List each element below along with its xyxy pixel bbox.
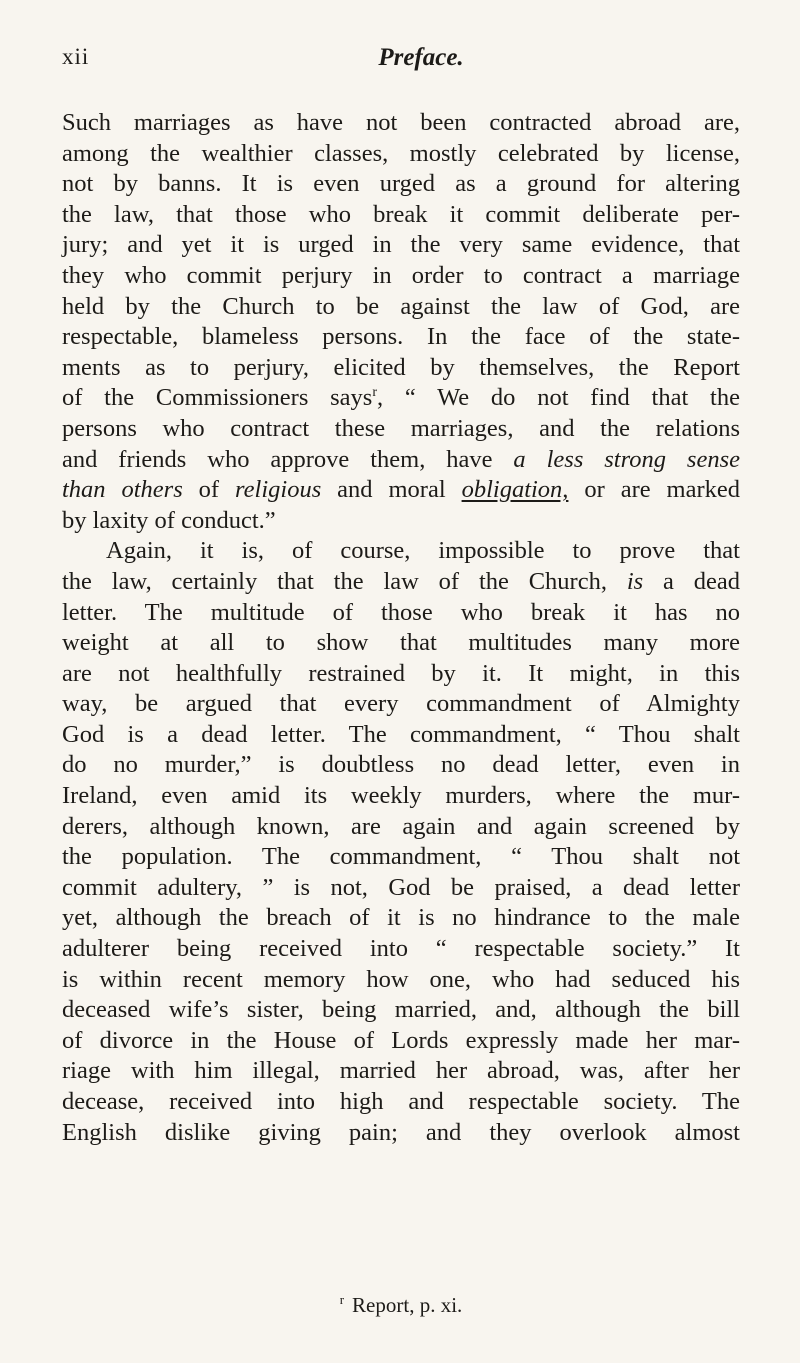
text-line: are not healthfully restrained by it. It might, in this [62, 659, 740, 687]
italic-phrase: than others [62, 476, 183, 504]
text-line-paragraph-end: by laxity of conduct.” [62, 506, 276, 534]
text-line-with-emphasis [62, 475, 740, 506]
text-line: the law, that those who break it commit deliberate per- [62, 200, 740, 228]
text-line: way, be argued that every commandment of Almighty [62, 690, 740, 718]
text-segment: , “ We do not find that the [377, 384, 740, 412]
italic-phrase: is [626, 567, 644, 595]
text-line-with-emphasis [62, 445, 740, 476]
text-line: ments as to perjury, elicited by themselves, the Report [62, 353, 740, 381]
text-segment: a dead [643, 567, 740, 595]
text-line: English dislike giving pain; and they overlook almost [62, 1118, 740, 1146]
footnote [62, 1292, 740, 1318]
text-line: weight at all to show that multitudes many more [62, 629, 740, 657]
text-segment: of [182, 476, 236, 504]
text-line: they who commit perjury in order to contract a marriage [62, 261, 740, 289]
text-line: riage with him illegal, married her abroad, was, after her [62, 1057, 740, 1085]
text-line: the population. The commandment, “ Thou shalt not [62, 843, 740, 871]
text-segment: of the Commissioners says [62, 384, 373, 412]
running-title: Preface. [378, 44, 464, 71]
text-segment: and moral [321, 476, 462, 504]
text-line: held by the Church to be against the law of God, are [62, 292, 740, 320]
text-line: Ireland, even amid its weekly murders, where the mur- [62, 782, 740, 810]
text-line: yet, although the breach of it is no hindrance to the male [62, 904, 740, 932]
text-line: Such marriages as have not been contracted abroad are, [62, 109, 740, 136]
italic-underlined-phrase: obligation, [461, 476, 569, 504]
italic-phrase: religious [235, 476, 322, 504]
text-line: do no murder,” is doubtless no dead letter, even in [62, 751, 740, 779]
page-number: xii [62, 44, 90, 69]
footnote-mark: r [339, 1292, 345, 1307]
text-line: letter. The multitude of those who break it has no [62, 598, 740, 626]
text-line-with-emphasis [62, 567, 740, 598]
text-line: not by banns. It is even urged as a ground for altering [62, 170, 740, 198]
text-line: of divorce in the House of Lords expressly made her mar- [62, 1026, 740, 1054]
text-line: commit adultery, ” is not, God be praised, a dead letter [62, 873, 740, 901]
text-line-with-footnote-ref [62, 383, 740, 414]
text-line: adulterer being received into “ respectable society.” It [62, 935, 740, 963]
text-line: derers, although known, are again and again screened by [62, 812, 740, 840]
text-segment: and friends who approve them, have [62, 445, 514, 473]
text-line: decease, received into high and respectable society. The [62, 1088, 740, 1115]
footnote-text: Report, p. xi. [352, 1293, 463, 1317]
text-segment: or are marked [568, 476, 741, 504]
text-line: jury; and yet it is urged in the very same evidence, that [62, 231, 740, 259]
text-line-paragraph-start: Again, it is, of course, impossible to prove that [106, 537, 740, 565]
running-head [62, 44, 740, 80]
text-line: deceased wife’s sister, being married, and, although the bill [62, 996, 740, 1024]
italic-phrase: a less strong sense [513, 445, 740, 473]
text-line: persons who contract these marriages, and the relations [62, 414, 740, 442]
text-line: God is a dead letter. The commandment, “ Thou shalt [62, 720, 740, 748]
text-line: among the wealthier classes, mostly celebrated by license, [62, 139, 740, 167]
text-line: is within recent memory how one, who had seduced his [62, 965, 740, 993]
text-segment: the law, certainly that the law of the Church, [62, 567, 627, 595]
text-line: respectable, blameless persons. In the face of the state- [62, 323, 740, 351]
footnote-reference: r [372, 385, 377, 401]
page-content [62, 0, 740, 1363]
body-text [62, 108, 740, 1148]
